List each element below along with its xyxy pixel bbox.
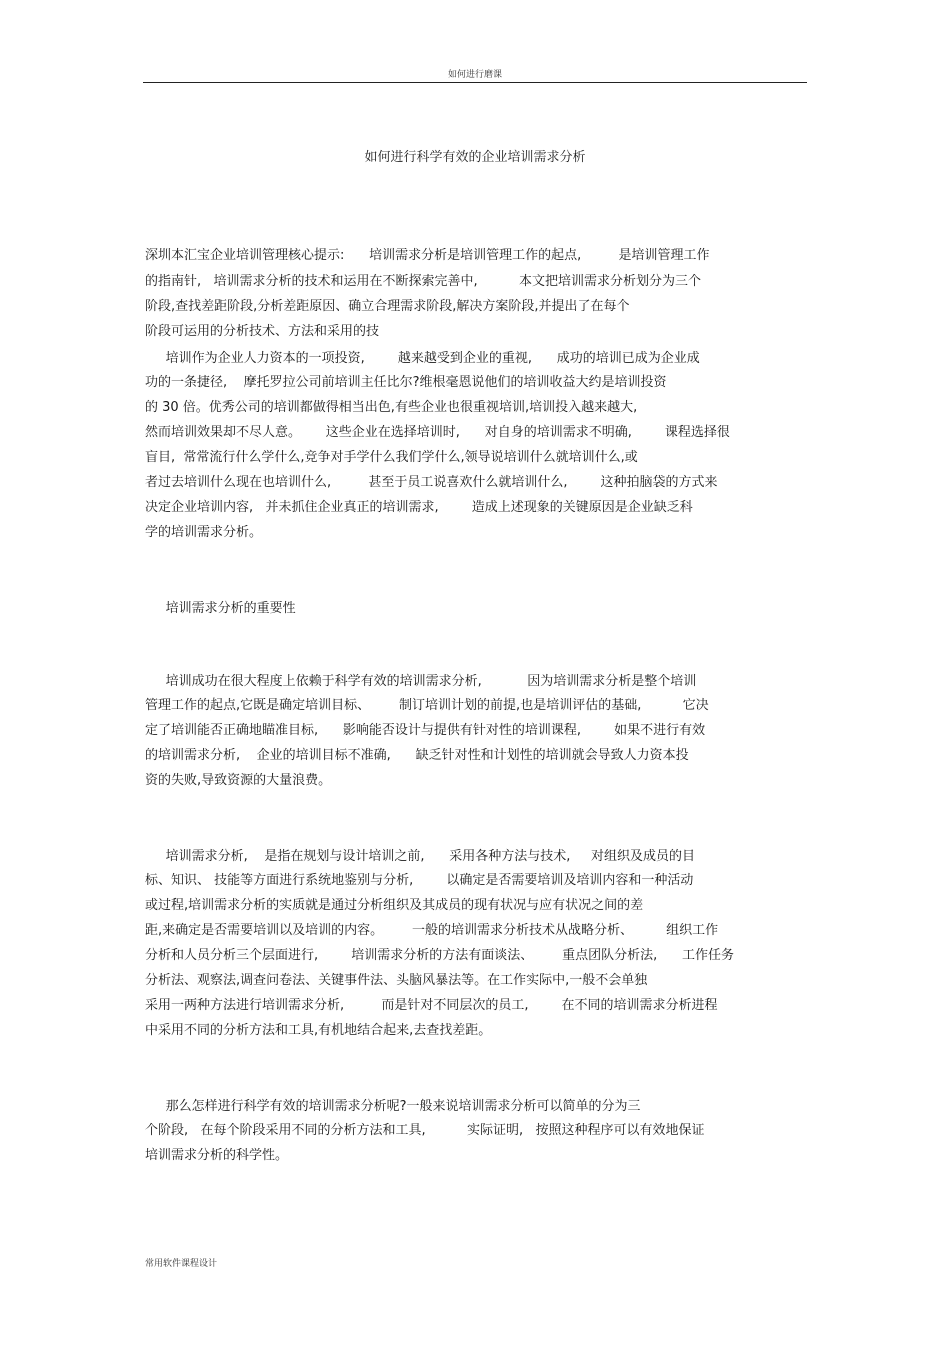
text-line: 培训需求分析, 是指在规划与设计培训之前, 采用各种方法与技术, 对组织及成员的目: [145, 849, 696, 864]
text-line: 的培训需求分析, 企业的培训目标不准确, 缺乏针对性和计划性的培训就会导致人力资本投: [145, 748, 689, 763]
text-line: 个阶段, 在每个阶段采用不同的分析方法和工具, 实际证明, 按照这种程序可以有效地保证: [145, 1123, 705, 1138]
text-line: 的指南针, 培训需求分析的技术和运用在不断探索完善中, 本文把培训需求分析划分为三个: [145, 274, 701, 289]
text-line: 者过去培训什么现在也培训什么, 甚至于员工说喜欢什么就培训什么, 这种拍脑袋的方式来: [145, 475, 718, 490]
text-line: 采用一两种方法进行培训需求分析, 而是针对不同层次的员工, 在不同的培训需求分析进程: [145, 998, 718, 1013]
document-title: 如何进行科学有效的企业培训需求分析: [364, 150, 586, 165]
text-line: 的 30 倍。优秀公司的培训都做得相当出色,有些企业也很重视培训,培训投入越来越大,: [145, 400, 638, 415]
text-line: 盲目, 常常流行什么学什么,竞争对手学什么我们学什么,领导说培训什么就培训什么,或: [145, 450, 638, 465]
text-line: 深圳本汇宝企业培训管理核心提示: 培训需求分析是培训管理工作的起点, 是培训管理工作: [145, 248, 710, 263]
text-line: 或过程,培训需求分析的实质就是通过分析组织及其成员的现有状况与应有状况之间的差: [145, 898, 644, 913]
text-line: 培训需求分析的重要性: [145, 601, 296, 616]
text-line: 那么怎样进行科学有效的培训需求分析呢?一般来说培训需求分析可以简单的分为三: [145, 1099, 641, 1114]
text-line: 决定企业培训内容, 并未抓住企业真正的培训需求, 造成上述现象的关键原因是企业缺乏科: [145, 500, 693, 515]
text-line: 定了培训能否正确地瞄准目标, 影响能否设计与提供有针对性的培训课程, 如果不进行有效: [145, 723, 706, 738]
text-line: 培训需求分析的科学性。: [145, 1148, 289, 1163]
page-header: 如何进行磨课: [447, 70, 502, 80]
text-line: 培训成功在很大程度上依赖于科学有效的培训需求分析, 因为培训需求分析是整个培训: [145, 674, 697, 689]
text-line: 分析法、观察法,调查问卷法、关键事件法、头脑风暴法等。在工作实际中,一般不会单独: [145, 973, 648, 988]
text-line: 分析和人员分析三个层面进行, 培训需求分析的方法有面谈法、 重点团队分析法, 工作任务: [145, 948, 735, 963]
text-line: 阶段,查找差距阶段,分析差距原因、确立合理需求阶段,解决方案阶段,并提出了在每个: [145, 299, 630, 314]
text-line: 管理工作的起点,它既是确定培训目标、 制订培训计划的前提,也是培训评估的基础, 它决: [145, 698, 709, 713]
text-line: 距,来确定是否需要培训以及培训的内容。 一般的培训需求分析技术从战略分析、 组织工作: [145, 923, 719, 938]
text-line: 培训作为企业人力资本的一项投资, 越来越受到企业的重视, 成功的培训已成为企业成: [145, 351, 700, 366]
text-line: 功的一条捷径, 摩托罗拉公司前培训主任比尔?维根毫恩说他们的培训收益大约是培训投资: [145, 375, 667, 390]
page-footer: 常用软件课程设计: [145, 1259, 218, 1269]
text-line: 中采用不同的分析方法和工具,有机地结合起来,去查找差距。: [145, 1023, 492, 1038]
text-line: 学的培训需求分析。: [145, 525, 263, 540]
text-line: 资的失败,导致资源的大量浪费。: [145, 773, 332, 788]
text-line: 然而培训效果却不尽人意。 这些企业在选择培训时, 对自身的培训需求不明确, 课程选择很: [145, 425, 730, 440]
header-divider: [143, 82, 807, 83]
text-line: 阶段可运用的分析技术、方法和采用的技: [145, 324, 380, 339]
text-line: 标、知识、 技能等方面进行系统地鉴别与分析, 以确定是否需要培训及培训内容和一种活动: [145, 873, 694, 888]
